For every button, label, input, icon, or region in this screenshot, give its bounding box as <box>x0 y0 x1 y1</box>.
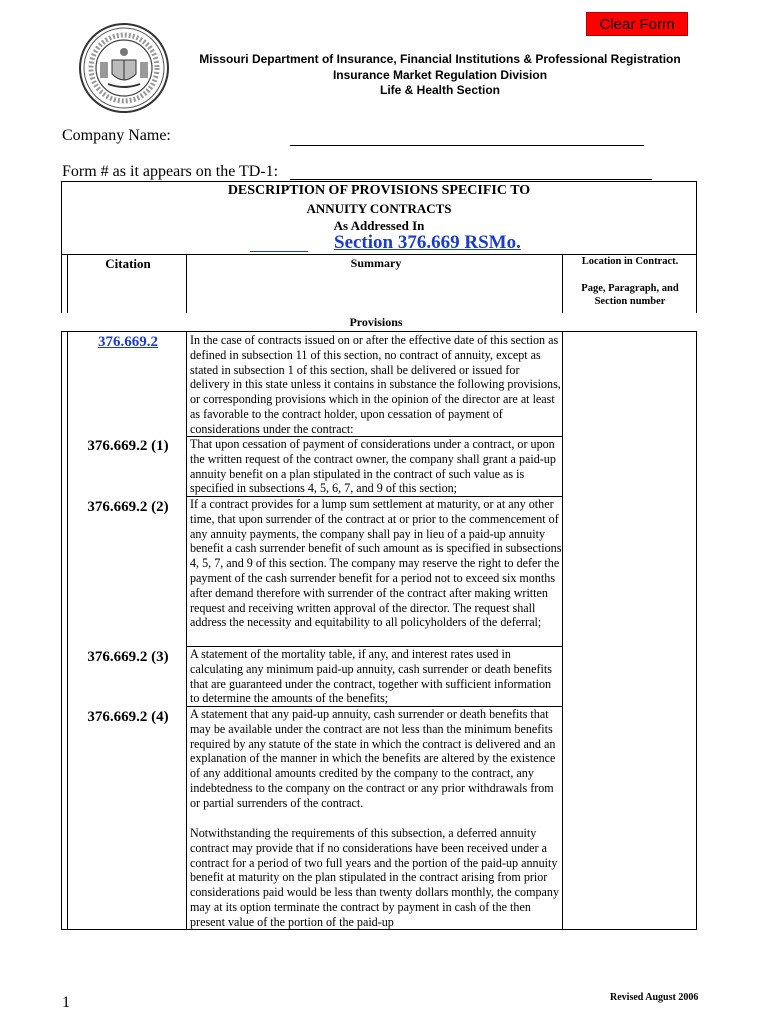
provision-text: A statement of the mortality table, if any, and interest rates used in calculating any minimum paid-up annuity, cash surrender or death benefits that are guaranteed under the contract, together with sufficient information to determine the amounts of the benefits; <box>190 647 552 706</box>
location-subheader: Page, Paragraph, and Section number <box>581 283 679 307</box>
company-name-label: Company Name: <box>62 127 171 144</box>
citation: 376.669.2 (3) <box>87 649 169 665</box>
provision-text: In the case of contracts issued on or after the effective date of this section as defined in subsection 11 of this section, no contract of annuity, except as stated in subsection 1 of this section, shall be delivered or issued for delivery in this state unless it contains in substance the following provisions, or corresponding provisions which in the opinion of the director are at least as favorable to the contract holder, upon cessation of payment of considerations under the contract: <box>190 333 561 436</box>
section-link[interactable]: Section 376.669 RSMo. <box>334 232 521 253</box>
form-number-label: Form # as it appears on the TD-1: <box>62 163 279 180</box>
summary-header: Summary <box>350 256 402 270</box>
page-number: 1 <box>62 994 70 1011</box>
clear-form-button[interactable]: Clear Form <box>586 12 688 36</box>
citation-header: Citation <box>105 256 151 271</box>
header-department: Missouri Department of Insurance, Financial Institutions & Professional Registration <box>199 52 681 66</box>
description-addressed: As Addressed In <box>333 218 425 233</box>
description-title: DESCRIPTION OF PROVISIONS SPECIFIC TO <box>227 183 531 198</box>
location-header: Location in Contract. <box>581 256 679 267</box>
form-number-field[interactable] <box>290 161 652 180</box>
provision-text-continued: Notwithstanding the requirements of this subsection, a deferred annuity contract may provide that if no considerations have been received under a contract for a period of two full years and the portion of the paid-up annuity benefit at maturity on the plan stipulated in the contract arising from prior considerations paid would be less than twenty dollars monthly, the company may at its option terminate the contract by payment in cash of the then present value of the portion of the paid-up <box>190 826 560 929</box>
citation: 376.669.2 (2) <box>87 499 169 515</box>
citation-link[interactable]: 376.669.2 <box>98 334 158 350</box>
state-seal-logo <box>78 22 170 114</box>
description-subtitle: ANNUITY CONTRACTS <box>306 201 452 216</box>
citation: 376.669.2 (4) <box>87 709 169 725</box>
header-division: Insurance Market Regulation Division <box>332 68 548 82</box>
provision-text: If a contract provides for a lump sum settlement at maturity, or at any other time, that upon surrender of the contract at or prior to the commencement of any annuity payments, the company shall pay in lieu of a paid-up annuity benefit a cash surrender benefit of such amount as is specified in subsections 4, 5, 7, and 9 of this section. The company may reserve the right to defer the payment of the cash surrender benefit for a period not to exceed six months after demand therefore with surrender of the contract after making written request and receiving written approval of the director. The request shall address the necessity and equitability to all policyholders of the deferral; <box>190 497 562 630</box>
provision-text: A statement that any paid-up annuity, cash surrender or death benefits that may be available under the contract are not less than the minimum benefits required by any statute of the state in which the contract is delivered and an explanation of the manner in which the benefits are altered by the existence of any additional amounts credited by the company to the contract, any indebtedness to the company on the contract or any prior withdrawals from or partial surrenders of the contract. <box>190 707 556 810</box>
header-section: Life & Health Section <box>379 83 501 97</box>
provisions-header: Provisions <box>349 315 403 329</box>
revision-date: Revised August 2006 <box>610 992 699 1003</box>
blank-link-line[interactable] <box>250 251 308 252</box>
company-name-field[interactable] <box>290 127 644 146</box>
provision-text: That upon cessation of payment of considerations under a contract, or upon the written request of the contract owner, the company shall grant a paid-up annuity benefit on a plan stipulated in the contract of such value as is specified in subsections 4, 5, 6, 7, and 9 of this section; <box>190 437 556 496</box>
citation: 376.669.2 (1) <box>87 438 169 454</box>
